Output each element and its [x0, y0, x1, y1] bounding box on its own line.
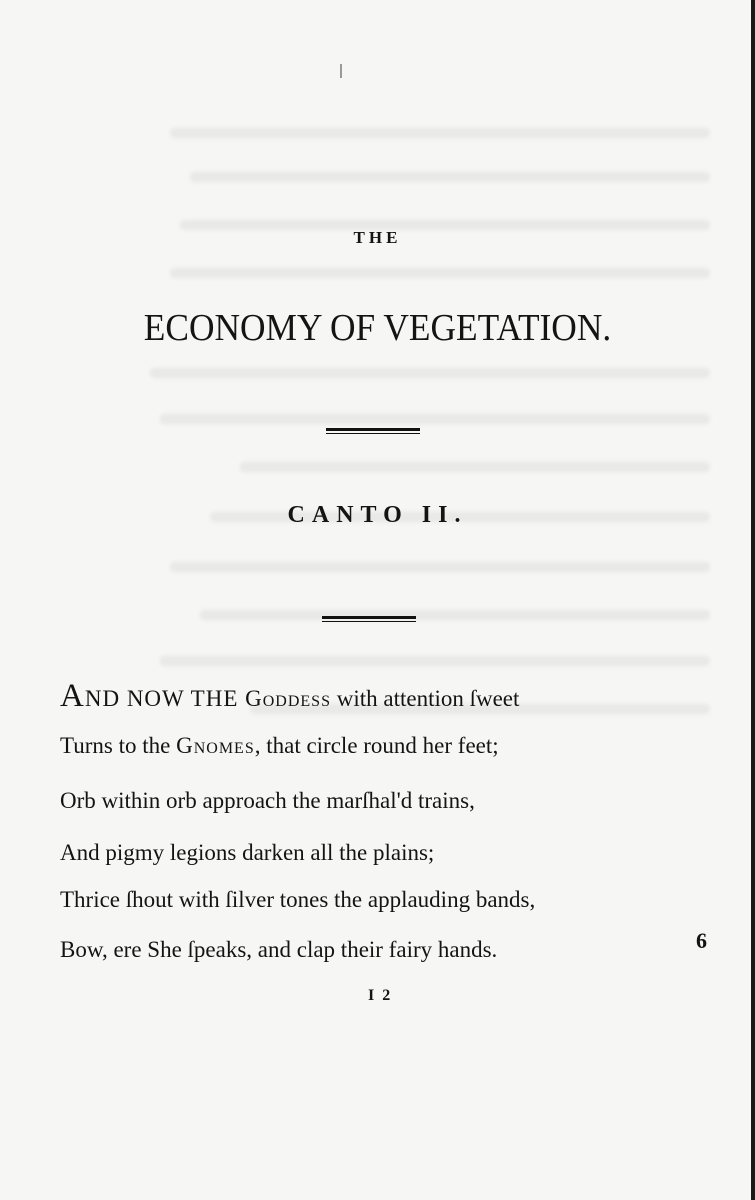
double-rule-top	[326, 428, 420, 431]
page-title: ECONOMY OF VEGETATION.	[143, 307, 612, 349]
line-number: 6	[696, 928, 707, 953]
verse-line-1-caps: ND NOW THE	[84, 686, 246, 711]
verse-line-5: Thrice ſhout with ſilver tones the applauding bands,	[60, 887, 536, 912]
margin-mark	[340, 64, 342, 78]
signature-mark: I 2	[368, 987, 393, 1004]
verse-line-2-tail: , that circle round her feet;	[254, 733, 499, 758]
verse-line-2-head: Turns to the	[60, 733, 177, 758]
double-rule-bottom-thin	[322, 621, 416, 622]
page-edge-shadow	[751, 0, 755, 1200]
double-rule-top-thin	[326, 433, 420, 434]
double-rule-bottom	[322, 616, 416, 619]
verse-line-2	[60, 733, 700, 759]
verse-line-1-goddess: Goddess	[245, 686, 331, 711]
verse-line-6: Bow, ere She ſpeaks, and clap their fairy hands.	[60, 937, 498, 962]
canto-heading: CANTO II.	[287, 502, 468, 528]
drop-cap: A	[60, 678, 85, 714]
verse-line-3: Orb within orb approach the marſhal'd trains,	[60, 788, 475, 813]
verse-line-1	[60, 678, 700, 715]
verse-line-4: And pigmy legions darken all the plains;	[60, 840, 435, 865]
verse-line-1-tail: with attention ſweet	[330, 686, 520, 711]
heading-the: THE	[353, 228, 402, 247]
verse-line-2-gnomes: Gnomes	[176, 733, 255, 758]
